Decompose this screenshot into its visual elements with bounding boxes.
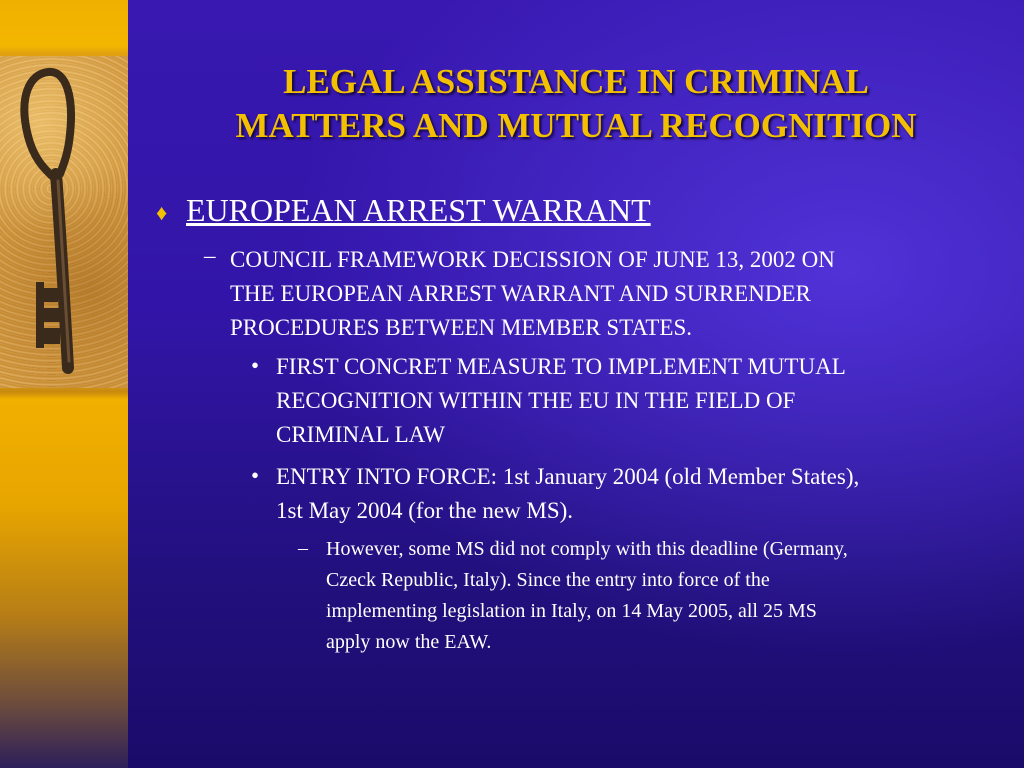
text-line: RECOGNITION WITHIN THE EU IN THE FIELD OF [276,388,796,413]
text-line: PROCEDURES BETWEEN MEMBER STATES. [230,315,693,340]
text-line: COUNCIL FRAMEWORK DECISSION OF JUNE 13, 2002 ON [230,247,835,272]
text-line: However, some MS did not comply with this deadline (Germany, [326,538,848,560]
diamond-bullet-icon: ♦ [156,200,168,225]
text-line: 1st May 2004 (for the new MS). [276,498,574,523]
text-line: CRIMINAL LAW [276,422,446,447]
dash-bullet-icon: – [298,537,308,559]
text-line: FIRST CONCRET MEASURE TO IMPLEMENT MUTUAL [276,354,846,379]
title-line-2: MATTERS AND MUTUAL RECOGNITION [235,106,917,145]
text-line: Czeck Republic, Italy). Since the entry into force of the [326,569,770,591]
text-line: ENTRY INTO FORCE: 1st January 2004 (old Member States), [276,464,860,489]
bullet-european-arrest-warrant[interactable]: EUROPEAN ARREST WARRANT [186,192,651,228]
sub-bullet-framework-decision [230,243,1000,345]
title-line-1: LEGAL ASSISTANCE IN CRIMINAL [283,62,869,101]
dot-bullet-icon: • [251,353,260,378]
dot-bullet-icon: • [251,463,260,488]
text-line: implementing legislation in Italy, on 14 May 2005, all 25 MS [326,600,817,622]
slide-body [128,0,1024,768]
sub-sub-bullet-first-measure [276,350,1006,452]
sub-sub-sub-bullet-however [326,534,1006,658]
antique-key-image [0,56,128,388]
text-line: apply now the EAW. [326,631,492,653]
text-line: THE EUROPEAN ARREST WARRANT AND SURRENDER [230,281,811,306]
key-icon [0,56,128,388]
slide-content [128,0,1024,768]
sub-sub-bullet-entry-into-force [276,460,1006,528]
dash-bullet-icon: – [204,243,216,268]
